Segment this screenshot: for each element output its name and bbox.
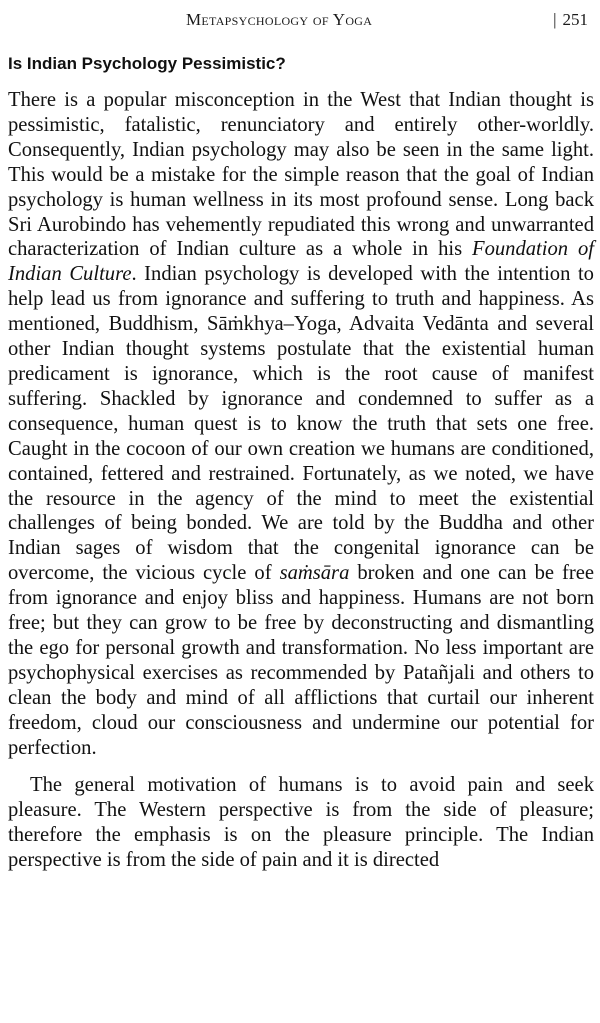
header-separator: | [553,10,557,29]
paragraph-text-part-1: There is a popular misconception in the West that Indian thought is pessimistic, fatalistic, renunciatory and entirely other-worldly. Consequently, Indian psychology may also be seen in the same light. This would be a mistake for the simple reason that the goal of Indian psychology is human wellness in its most profound sense. Long back Sri Aurobindo has vehemently repudiated this wrong and unwarranted characterization of Indian culture as a whole in his [8,89,594,261]
sanskrit-term: saṁsāra [279,562,350,585]
paragraph-text: The general motivation of humans is to avoid pain and seek pleasure. The Western perspective is from the side of pleasure; therefore the emphasis is on the pleasure principle. The Indian perspective is from the side of pain and it is directed [8,774,594,872]
paragraph [8,773,594,873]
page-number: 251 [562,10,588,29]
running-header [0,10,600,36]
book-title: Foundation of Indian Culture [8,238,594,286]
section-heading: Is Indian Psychology Pessimistic? [8,54,286,73]
paragraph-text-part-3: broken and one can be free from ignorance and enjoy bliss and happiness. Humans are not born free; but they can grow to be free by deconstructing and dismantling the ego for personal growth and transformation. No less important are psychophysical exercises as recommended by Patañjali and others to clean the body and mind of all afflictions that curtail our inherent freedom, cloud our consciousness and undermine our potential for perfection. [8,562,595,759]
paragraph-text-part-2: . Indian psychology is developed with the intention to help lead us from ignorance and suffering to truth and happiness. As mentioned, Buddhism, Sāṁkhya–Yoga, Advaita Vedānta and several other Indian thought systems postulate that the existential human predicament is ignorance, which is the root cause of manifest suffering. Shackled by ignorance and condemned to suffer as a consequence, human quest is to know the truth that sets one free. Caught in the cocoon of our own creation we humans are conditioned, contained, fettered and restrained. Fortunately, as we noted, we have the resource in the agency of the mind to meet the existential challenges of being bonded. We are told by the Buddha and other Indian sages of wisdom that the congenital ignorance can be overcome, the vicious cycle of [8,263,594,585]
paragraph [8,88,594,760]
body-text [8,88,594,873]
page-number-group [553,10,588,30]
running-title: Metapsychology of Yoga [186,10,373,29]
